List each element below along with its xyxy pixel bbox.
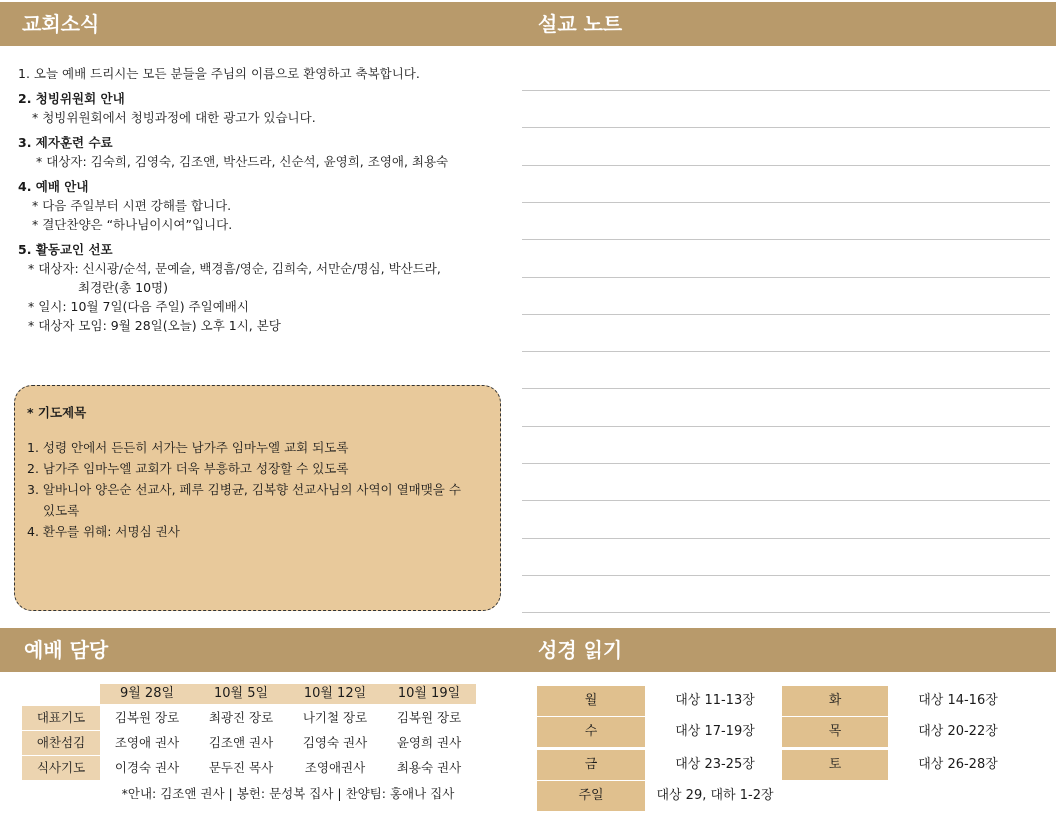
schedule-cell: 윤영희 권사 (396, 735, 462, 750)
news-item-line: * 다음 주일부터 시편 강해를 합니다. (32, 198, 232, 213)
reading-day: 금 (537, 750, 645, 780)
note-line (522, 463, 1050, 464)
news-item-title: 2. 청빙위원회 안내 (18, 91, 125, 106)
reading-chapters: 대상 23-25장 (675, 757, 755, 772)
reading-chapters: 대상 29, 대하 1-2장 (656, 788, 774, 803)
prayer-item: 4. 환우를 위해: 서명심 권사 (27, 524, 180, 539)
schedule-cell: 김복원 장로 (396, 710, 462, 725)
reading-day: 목 (782, 717, 888, 747)
prayer-title: * 기도제목 (27, 405, 87, 420)
schedule-cell: 최용숙 권사 (396, 760, 462, 775)
reading-day: 월 (537, 686, 645, 716)
news-item-line: * 대상자: 김숙희, 김영숙, 김조앤, 박산드라, 신순석, 윤영희, 조영애, 최용숙 (36, 154, 449, 169)
prayer-item: 3. 알바니아 양은순 선교사, 페루 김병균, 김복향 선교사님의 사역이 열매맺을 수 (27, 482, 461, 497)
schedule-cell: 김조앤 권사 (208, 735, 274, 750)
schedule-cell: 문두진 목사 (208, 760, 274, 775)
note-line (522, 277, 1050, 278)
schedule-cell: 이경숙 권사 (114, 760, 180, 775)
news-item-line: * 대상자 모임: 9월 28일(오늘) 오후 1시, 본당 (28, 318, 281, 333)
note-line (522, 351, 1050, 352)
church-news-header: 교회소식 (0, 2, 528, 46)
news-item-text: 1. 오늘 예배 드리시는 모든 분들을 주님의 이름으로 환영하고 축복합니다. (18, 66, 420, 81)
note-line (522, 239, 1050, 240)
schedule-date: 10월 5일 (213, 686, 269, 701)
schedule-role: 애찬섬김 (22, 731, 100, 755)
news-item-line: * 대상자: 신시광/순석, 문예슬, 백경흠/영순, 김희숙, 서만순/명심, 박산드라, (28, 261, 441, 276)
reading-chapters: 대상 17-19장 (675, 724, 755, 739)
church-news (18, 64, 508, 341)
schedule-date: 10월 19일 (397, 686, 461, 701)
news-item-line: * 결단찬양은 “하나님이시여”입니다. (32, 217, 233, 232)
prayer-item: 1. 성령 안에서 든든히 서가는 남가주 임마누엘 교회 되도록 (27, 440, 349, 455)
sermon-notes-area[interactable] (522, 52, 1050, 622)
schedule-note: *안내: 김조앤 권사 | 봉헌: 문성복 집사 | 찬양팀: 홍애나 집사 (121, 786, 455, 801)
note-line (522, 575, 1050, 576)
news-item-line: * 청빙위원회에서 청빙과정에 대한 광고가 있습니다. (32, 110, 316, 125)
note-line (522, 538, 1050, 539)
sermon-notes-header: 설교 노트 (528, 2, 1056, 46)
reading-day: 수 (537, 717, 645, 747)
schedule-cell: 최광진 장로 (208, 710, 274, 725)
schedule-date: 9월 28일 (119, 686, 175, 701)
news-item-title: 3. 제자훈련 수료 (18, 135, 113, 150)
news-item-line: 최경란(총 10명) (78, 280, 169, 295)
note-line (522, 314, 1050, 315)
reading-chapters: 대상 20-22장 (918, 724, 998, 739)
note-line (522, 388, 1050, 389)
reading-day: 주일 (537, 781, 645, 811)
schedule-cell: 조영애권사 (304, 760, 366, 775)
schedule-cell: 김영숙 권사 (302, 735, 368, 750)
note-line (522, 127, 1050, 128)
schedule-cell: 김복원 장로 (114, 710, 180, 725)
bible-reading-header: 성경 읽기 (528, 628, 1056, 672)
reading-day: 토 (782, 750, 888, 780)
schedule-cell: 나기철 장로 (302, 710, 368, 725)
prayer-requests-box (14, 385, 501, 611)
news-item-title: 4. 예배 안내 (18, 179, 89, 194)
note-line (522, 500, 1050, 501)
prayer-item-continuation: 있도록 (43, 503, 80, 518)
reading-chapters: 대상 11-13장 (675, 693, 755, 708)
reading-day: 화 (782, 686, 888, 716)
news-item-active-members (18, 240, 508, 335)
reading-chapters: 대상 14-16장 (918, 693, 998, 708)
news-item-worship-info (18, 177, 508, 234)
note-line (522, 426, 1050, 427)
news-item-search-committee (18, 89, 508, 127)
reading-chapters: 대상 26-28장 (918, 757, 998, 772)
news-item-title: 5. 활동교인 선포 (18, 242, 113, 257)
note-line (522, 90, 1050, 91)
news-item-line: * 일시: 10월 7일(다음 주일) 주일예배시 (28, 299, 249, 314)
schedule-cell: 조영애 권사 (114, 735, 180, 750)
news-item-discipleship (18, 133, 508, 171)
note-line (522, 612, 1050, 613)
schedule-role: 대표기도 (22, 706, 100, 730)
note-line (522, 202, 1050, 203)
schedule-date: 10월 12일 (303, 686, 367, 701)
note-line (522, 165, 1050, 166)
prayer-item: 2. 남가주 임마누엘 교회가 더욱 부흥하고 성장할 수 있도록 (27, 461, 349, 476)
worship-duty-header: 예배 담당 (0, 628, 528, 672)
news-item-welcome (18, 64, 508, 83)
schedule-role: 식사기도 (22, 756, 100, 780)
